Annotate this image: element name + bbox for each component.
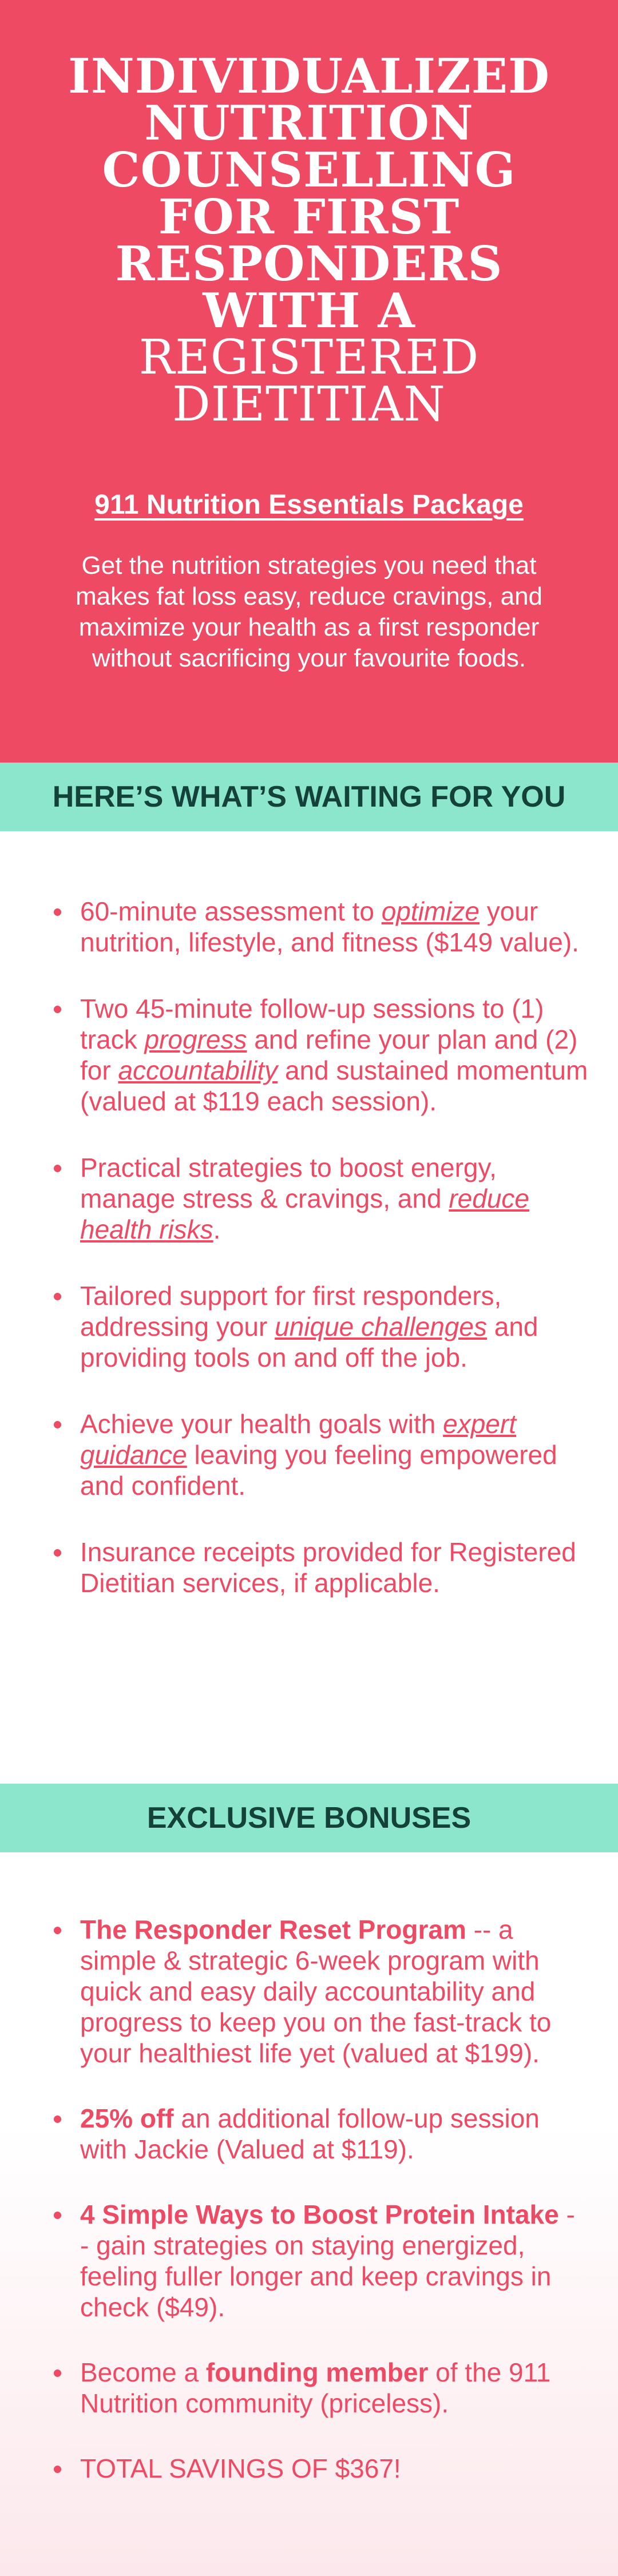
hero-title [34, 48, 584, 432]
list-item: 4 Simple Ways to Boost Protein Intake - - gain strategies on staying energized, feeling fuller longer and keep cravings in check ($49). [52, 2199, 589, 2323]
emphasis-text: progress [144, 1025, 247, 1054]
title-line: COUNSELLING [102, 142, 516, 198]
hero-section [0, 0, 618, 763]
total-savings: TOTAL SAVINGS OF $367! [80, 2454, 401, 2483]
title-line: DIETITIAN [172, 376, 446, 432]
bonus-title: 4 Simple Ways to Boost Protein Intake [80, 2200, 559, 2229]
title-line: INDIVIDUALIZED [68, 48, 550, 104]
package-name: 911 Nutrition Essentials Package [94, 490, 524, 520]
emphasis-text: accountability [118, 1055, 278, 1085]
title-line: REGISTERED [138, 330, 480, 385]
list-item: Become a founding member of the 911 Nutrition community (priceless). [52, 2357, 589, 2419]
list-item: Insurance receipts provided for Registered Dietitian services, if applicable. [52, 1537, 589, 1598]
title-line: RESPONDERS [115, 236, 503, 292]
list-item: 25% off an additional follow-up session with Jackie (Valued at $119). [52, 2103, 589, 2165]
bonuses-list [52, 1914, 589, 2484]
bonuses-section [0, 1852, 618, 2576]
emphasis-text: unique challenges [275, 1312, 487, 1341]
list-item: Two 45-minute follow-up sessions to (1) track progress and refine your plan and (2) for accountability and sustained momentum (valued at $119 each session). [52, 993, 589, 1117]
title-line: WITH A [203, 283, 415, 339]
waiting-section [0, 831, 618, 1784]
waiting-list [52, 896, 589, 1598]
bonus-title: 25% off [80, 2103, 174, 2133]
hero-lead: Get the nutrition strategies you need that makes fat loss easy, reduce cravings, and maximize your health as a first responder without sacrificing your favourite foods. [75, 551, 543, 672]
title-line: NUTRITION [144, 95, 474, 151]
list-item [52, 2453, 589, 2484]
list-item: 60-minute assessment to optimize your nutrition, lifestyle, and fitness ($149 value). [52, 896, 589, 958]
title-line: FOR FIRST [158, 189, 460, 245]
list-item: The Responder Reset Program -- a simple & strategic 6-week program with quick and easy daily accountability and progress to keep you on the fast-track to your healthiest life yet (valued at $199). [52, 1914, 589, 2069]
list-item: Tailored support for first responders, addressing your unique challenges and providing tools on and off the job. [52, 1280, 589, 1373]
emphasis-text: reduce health risks [80, 1184, 529, 1244]
emphasis-text: expert guidance [80, 1409, 516, 1470]
list-item: Achieve your health goals with expert guidance leaving you feeling empowered and confident. [52, 1408, 589, 1501]
bonus-title: founding member [205, 2357, 429, 2387]
list-item: Practical strategies to boost energy, manage stress & cravings, and reduce health risks. [52, 1152, 589, 1245]
bonuses-heading: EXCLUSIVE BONUSES [0, 1784, 618, 1852]
emphasis-text: optimize [381, 896, 480, 926]
waiting-heading: HERE’S WHAT’S WAITING FOR YOU [0, 763, 618, 831]
bonus-title: The Responder Reset Program [80, 1915, 466, 1944]
